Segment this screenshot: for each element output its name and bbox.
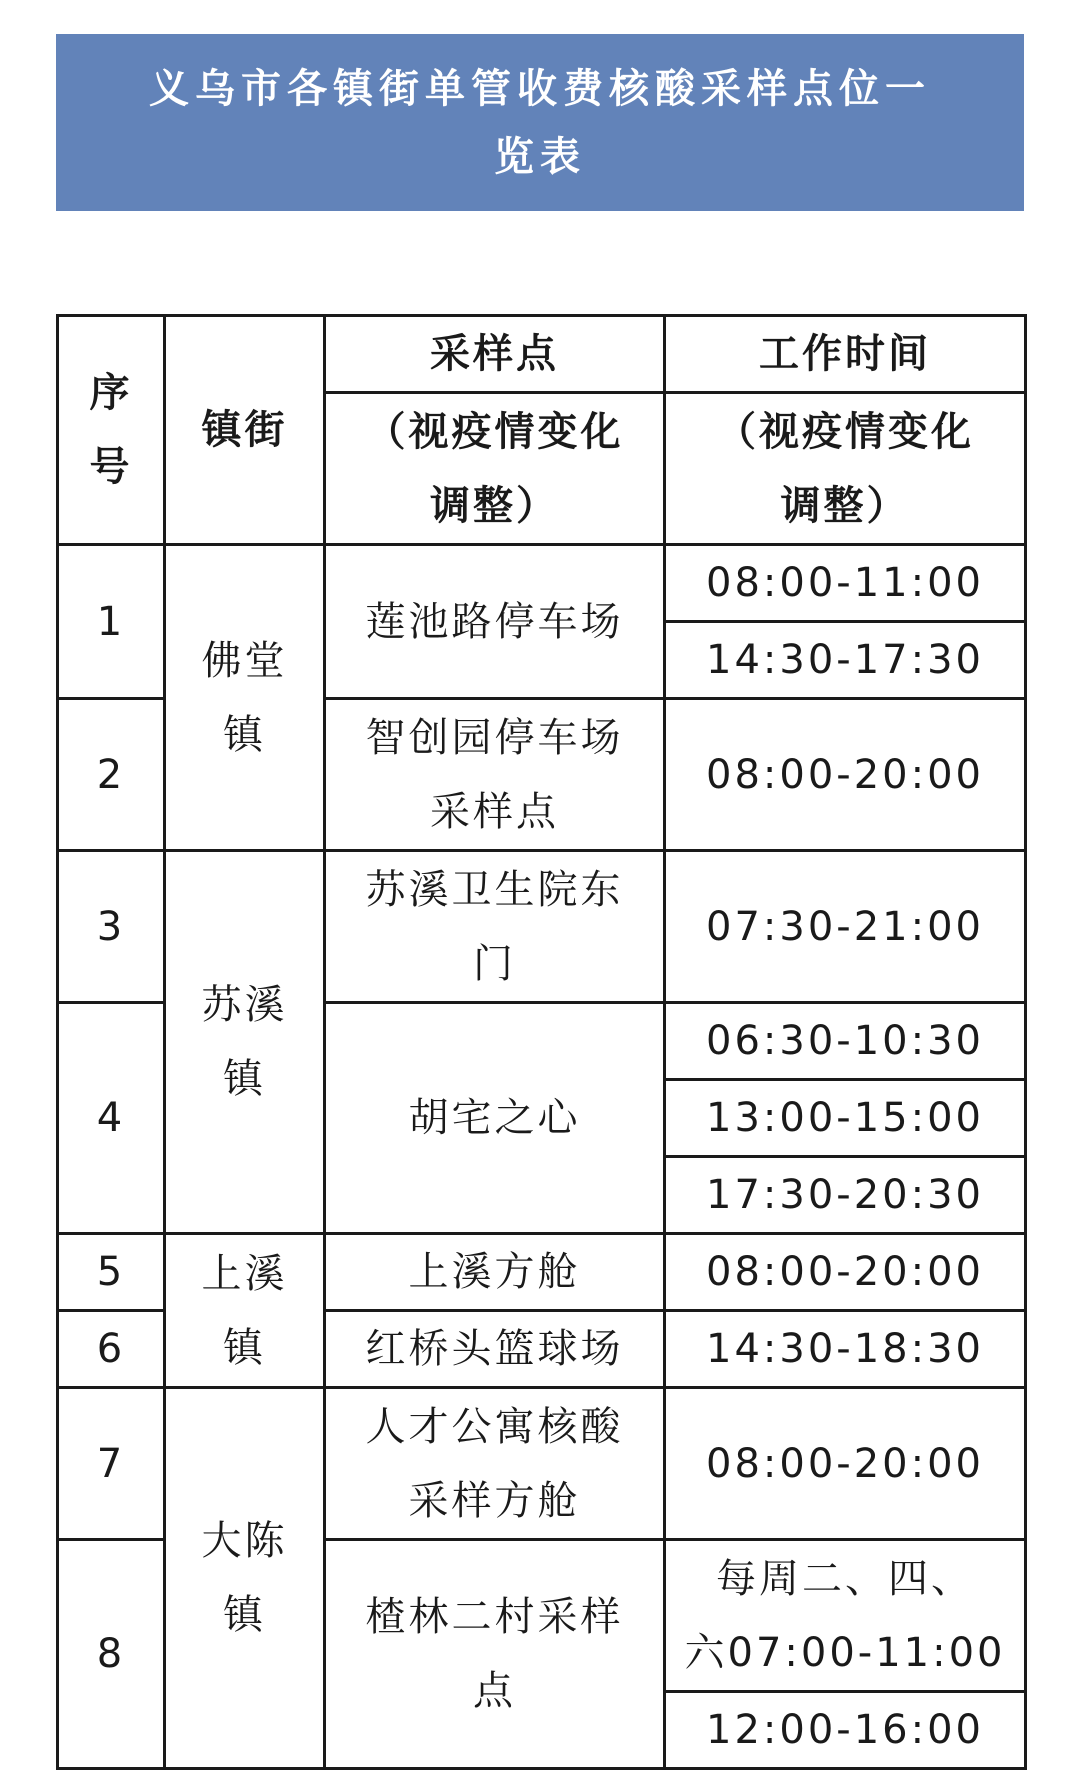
site-cell: 胡宅之心: [325, 1003, 665, 1234]
seq-cell: 3: [58, 851, 165, 1003]
table-row: [58, 1234, 1026, 1311]
seq-cell: 5: [58, 1234, 165, 1311]
time-cell: 14:30-17:30: [665, 622, 1026, 699]
site-cell: 莲池路停车场: [325, 545, 665, 699]
seq-cell: 4: [58, 1003, 165, 1234]
header-time-note: （视疫情变化 调整）: [665, 393, 1026, 545]
time-cell: 13:00-15:00: [665, 1080, 1026, 1157]
header-town: 镇街: [165, 316, 325, 545]
time-cell: 14:30-18:30: [665, 1311, 1026, 1388]
time-cell: 08:00-20:00: [665, 1234, 1026, 1311]
header-seq: 序 号: [58, 316, 165, 545]
site-cell: 上溪方舱: [325, 1234, 665, 1311]
seq-cell: 7: [58, 1388, 165, 1540]
town-cell: 上溪 镇: [165, 1234, 325, 1388]
sampling-sites-table: [56, 314, 1027, 1770]
time-cell: 12:00-16:00: [665, 1692, 1026, 1769]
time-cell: 06:30-10:30: [665, 1003, 1026, 1080]
time-cell: 17:30-20:30: [665, 1157, 1026, 1234]
header-site: 采样点: [325, 316, 665, 393]
table-row: [58, 545, 1026, 622]
town-cell: 苏溪 镇: [165, 851, 325, 1234]
page-title-line-1: 义乌市各镇街单管收费核酸采样点位一: [149, 65, 931, 112]
seq-cell: 6: [58, 1311, 165, 1388]
town-cell: 佛堂 镇: [165, 545, 325, 851]
time-cell: 08:00-20:00: [665, 699, 1026, 851]
seq-cell: 8: [58, 1540, 165, 1769]
time-cell: 08:00-20:00: [665, 1388, 1026, 1540]
site-cell: 红桥头篮球场: [325, 1311, 665, 1388]
page-title-banner: [56, 34, 1024, 211]
site-cell: 苏溪卫生院东 门: [325, 851, 665, 1003]
header-time: 工作时间: [665, 316, 1026, 393]
time-cell: 每周二、四、 六07:00-11:00: [665, 1540, 1026, 1692]
seq-cell: 2: [58, 699, 165, 851]
table-row: [58, 851, 1026, 927]
time-cell: 07:30-21:00: [665, 851, 1026, 1003]
seq-cell: 1: [58, 545, 165, 699]
page-title-line-2: 览表: [494, 133, 586, 180]
time-cell: 08:00-11:00: [665, 545, 1026, 622]
site-cell: 人才公寓核酸 采样方舱: [325, 1388, 665, 1540]
town-cell: 大陈 镇: [165, 1388, 325, 1769]
header-site-note: （视疫情变化 调整）: [325, 393, 665, 545]
site-cell: 智创园停车场 采样点: [325, 699, 665, 851]
table-row: [58, 1388, 1026, 1464]
site-cell: 楂林二村采样 点: [325, 1540, 665, 1769]
